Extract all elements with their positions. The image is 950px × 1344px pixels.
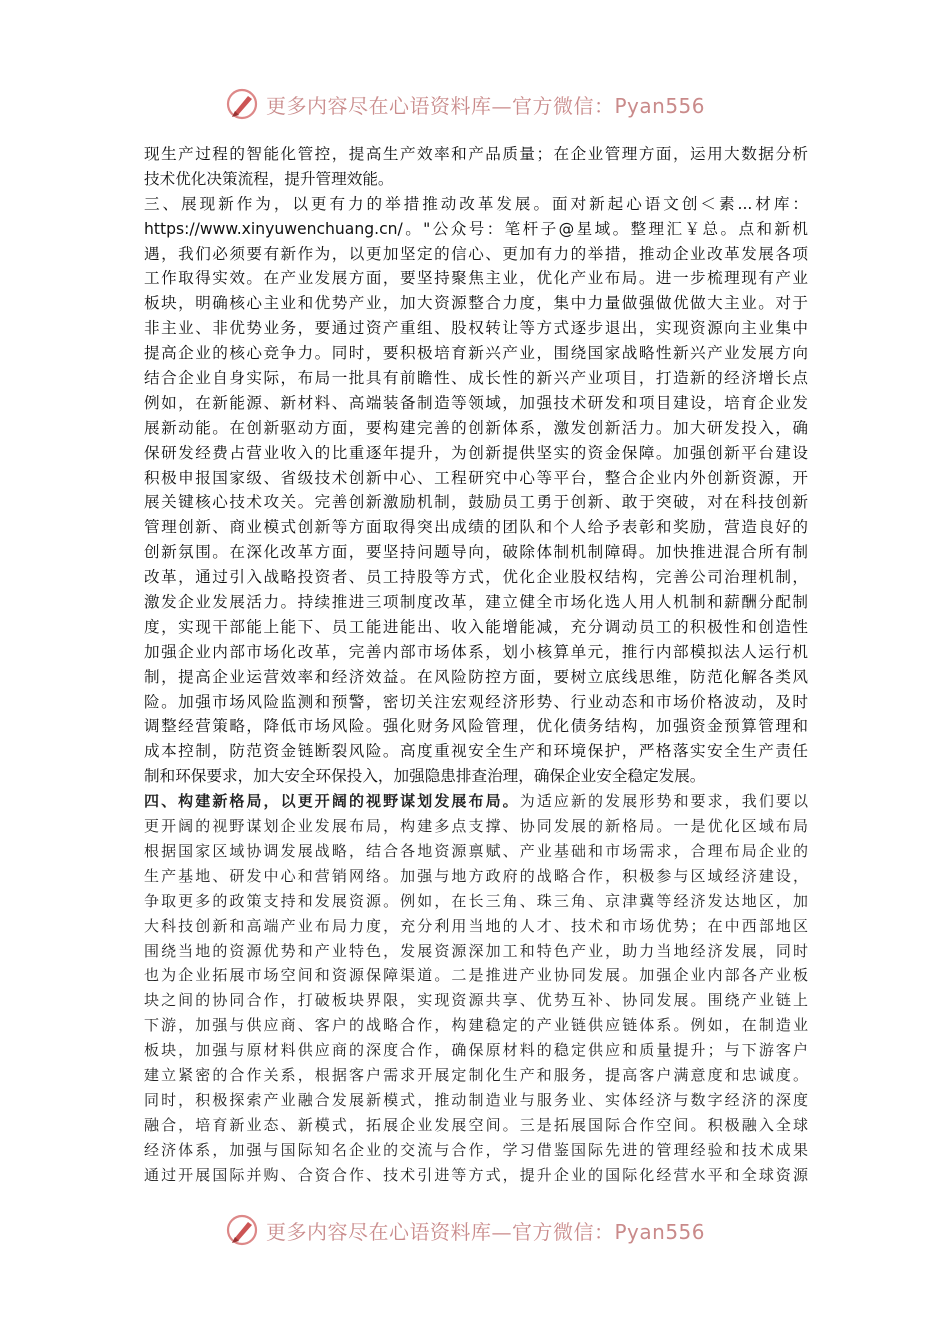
text-line: 三、展现新作为，以更有力的举措推动改革发展。面对新起心语文创＜素...材库： bbox=[144, 194, 808, 213]
header-banner bbox=[226, 84, 726, 124]
text-line: 工作取得实效。在产业发展方面，要坚持聚焦主业，优化产业布局。进一步梳理现有产业 bbox=[144, 269, 808, 288]
text-line: 生产基地、研发中心和营销网络。加强与地方政府的战略合作，积极参与区域经济建设， bbox=[144, 866, 808, 885]
text-line: 管理创新、商业模式创新等方面取得突出成绩的团队和个人给予表彰和奖励，营造良好的 bbox=[144, 518, 808, 537]
text-line: 建立紧密的合作关系，根据客户需求开展定制化生产和服务，提高客户满意度和忠诚度。 bbox=[144, 1065, 808, 1084]
text-line: 积极申报国家级、省级技术创新中心、工程研究中心等平台，整合企业内外创新资源，开 bbox=[144, 468, 808, 487]
text-line: 同时，积极探索产业融合发展新模式，推动制造业与服务业、实体经济与数字经济的深度 bbox=[144, 1090, 808, 1109]
text-line: 也为企业拓展市场空间和资源保障渠道。二是推进产业协同发展。加强企业内部各产业板 bbox=[144, 966, 808, 985]
text-line: 围绕当地的资源优势和产业特色，发展资源深加工和特色产业，助力当地经济发展，同时 bbox=[144, 941, 808, 960]
text-line: 遇，我们必须要有新作为，以更加坚定的信心、更加有力的举措，推动企业改革发展各项 bbox=[144, 244, 808, 263]
text-line: 保研发经费占营业收入的比重逐年提升，为创新提供坚实的资金保障。加强创新平台建设 bbox=[144, 443, 808, 462]
text-line: 改革，通过引入战略投资者、员工持股等方式，优化企业股权结构，完善公司治理机制， bbox=[144, 568, 808, 587]
text-line: https://www.xinyuwenchuang.cn/。"公众号：笔杆子@星域。整理汇￥总。点和新机 bbox=[144, 219, 808, 238]
text-line: 展新动能。在创新驱动方面，要构建完善的创新体系，激发创新活力。加大研发投入，确 bbox=[144, 418, 808, 437]
section4-title-line bbox=[144, 789, 808, 814]
text-line: 下游，加强与供应商、客户的战略合作，构建稳定的产业链供应链体系。例如，在制造业 bbox=[144, 1016, 808, 1035]
section4-title-rest: 为适应新的发展形势和要求，我们要以 bbox=[519, 792, 808, 811]
text-line: 板块，明确核心主业和优势产业，加大资源整合力度，集中力量做强做优做大主业。对于 bbox=[144, 294, 808, 313]
text-line: 加强企业内部市场化改革，完善内部市场体系，划小核算单元，推行内部模拟法人运行机 bbox=[144, 642, 808, 661]
text-line: 制，提高企业运营效率和经济效益。在风险防控方面，要树立底线思维，防范化解各类风 bbox=[144, 667, 808, 686]
text-line: 经济体系，加强与国际知名企业的交流与合作，学习借鉴国际先进的管理经验和技术成果 bbox=[144, 1140, 808, 1159]
pen-logo-icon bbox=[226, 87, 260, 121]
text-line: 现生产过程的智能化管控，提高生产效率和产品质量；在企业管理方面，运用大数据分析 bbox=[144, 145, 808, 163]
text-line: 例如，在新能源、新材料、高端装备制造等领域，加强技术研发和项目建设，培育企业发 bbox=[144, 393, 808, 412]
text-line: 通过开展国际并购、合资合作、技术引进等方式，提升企业的国际化经营水平和全球资源 bbox=[144, 1165, 808, 1184]
text-line: 非主业、非优势业务，要通过资产重组、股权转让等方式逐步退出，实现资源向主业集中 bbox=[144, 319, 808, 338]
text-line: 度，实现干部能上能下、员工能进能出、收入能增能减，充分调动员工的积极性和创造性 bbox=[144, 617, 808, 636]
text-line: 结合企业自身实际，布局一批具有前瞻性、成长性的新兴产业项目，打造新的经济增长点 bbox=[144, 369, 808, 388]
pen-logo-icon bbox=[226, 1213, 260, 1247]
text-line: 争取更多的政策支持和发展资源。例如，在长三角、珠三角、京津冀等经济发达地区，加 bbox=[144, 891, 808, 910]
text-line: 激发企业发展活力。持续推进三项制度改革，建立健全市场化选人用人机制和薪酬分配制 bbox=[144, 593, 808, 612]
paragraph-block-sans bbox=[144, 142, 808, 789]
header-banner-text: 更多内容尽在心语资料库—官方微信：Pyan556 bbox=[266, 93, 706, 118]
text-line: 技术优化决策流程，提升管理效能。 bbox=[144, 169, 394, 188]
paragraph-block-serif bbox=[144, 814, 808, 1187]
text-line: 大科技创新和高端产业布局力度，充分利用当地的人才、技术和市场优势；在中西部地区 bbox=[144, 916, 808, 935]
text-line: 调整经营策略，降低市场风险。强化财务风险管理，优化债务结构，加强资金预算管理和 bbox=[144, 717, 808, 736]
text-line: 提高企业的核心竞争力。同时，要积极培育新兴产业，围绕国家战略性新兴产业发展方向 bbox=[144, 344, 808, 363]
footer-banner-text: 更多内容尽在心语资料库—官方微信：Pyan556 bbox=[266, 1219, 706, 1244]
text-line: 制和环保要求，加大安全环保投入，加强隐患排查治理，确保企业安全稳定发展。 bbox=[144, 767, 706, 786]
text-line: 融合，培育新业态、新模式，拓展企业发展空间。三是拓展国际合作空间。积极融入全球 bbox=[144, 1115, 808, 1134]
text-line: 成本控制，防范资金链断裂风险。高度重视安全生产和环境保护，严格落实安全生产责任 bbox=[144, 742, 808, 761]
text-line: 创新氛围。在深化改革方面，要坚持问题导向，破除体制机制障碍。加快推进混合所有制 bbox=[144, 543, 808, 562]
text-line: 板块，加强与原材料供应商的深度合作，确保原材料的稳定供应和质量提升；与下游客户 bbox=[144, 1041, 808, 1060]
text-line: 展关键核心技术攻关。完善创新激励机制，鼓励员工勇于创新、敢于突破，对在科技创新 bbox=[144, 493, 808, 512]
text-line: 更开阔的视野谋划企业发展布局，构建多点支撑、协同发展的新格局。一是优化区域布局 bbox=[144, 817, 808, 836]
footer-banner bbox=[226, 1210, 726, 1250]
text-line: 险。加强市场风险监测和预警，密切关注宏观经济形势、行业动态和市场价格波动，及时 bbox=[144, 692, 808, 711]
text-line: 块之间的协同合作，打破板块界限，实现资源共享、优势互补、协同发展。围绕产业链上 bbox=[144, 991, 808, 1010]
section4-title: 四、构建新格局，以更开阔的视野谋划发展布局。 bbox=[144, 792, 520, 811]
document-body bbox=[144, 142, 808, 1187]
text-line: 根据国家区域协调发展战略，结合各地资源禀赋、产业基础和市场需求，合理布局企业的 bbox=[144, 841, 808, 860]
